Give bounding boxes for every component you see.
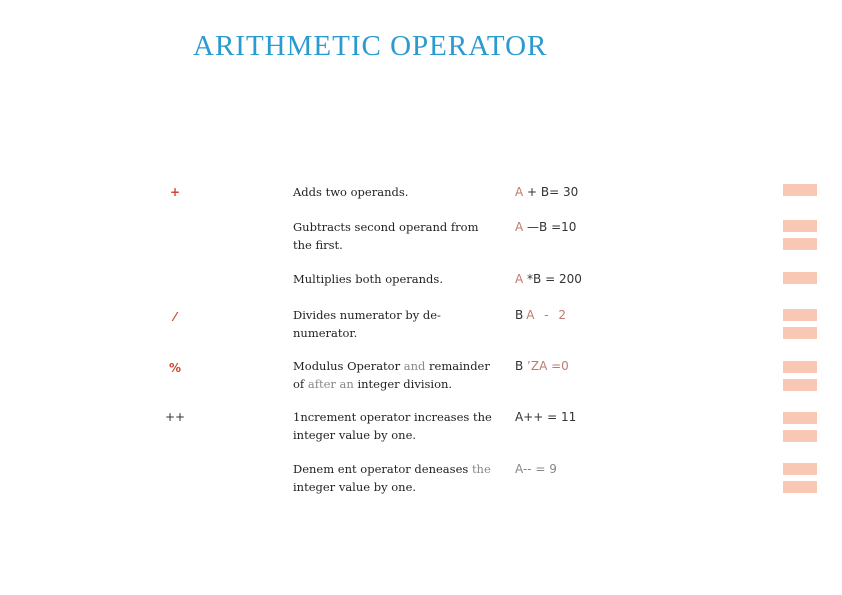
example-text: ’ZA =0 (523, 359, 569, 373)
table-row (0, 357, 842, 405)
description-text: Multiplies both operands. (293, 272, 443, 286)
table-row (0, 218, 842, 266)
table-row (0, 460, 842, 508)
operator-description (293, 270, 503, 288)
description-text: Gubtracts second operand from (293, 220, 479, 234)
decorative-bar (783, 327, 817, 339)
operator-description (293, 218, 503, 254)
decorative-bar (783, 272, 817, 284)
example-text: —B =10 (523, 220, 577, 234)
operator-example (515, 183, 578, 201)
operator-example (515, 218, 576, 236)
operator-description (293, 306, 503, 342)
decorative-bar (783, 184, 817, 196)
example-variable: A (515, 185, 524, 199)
description-text: 1ncrement operator increases the (293, 410, 492, 424)
plus-operator: + (169, 185, 181, 199)
decorative-bar (783, 238, 817, 250)
table-row (0, 408, 842, 456)
example-variable: A (515, 272, 524, 286)
description-muted-text: and (403, 359, 426, 373)
modulus-operator: % (168, 361, 182, 375)
increment-operator: ++ (164, 410, 186, 424)
operator-description (293, 408, 503, 444)
example-text: A++ = 11 (515, 410, 577, 424)
example-text: A-- = 9 (515, 462, 557, 476)
decorative-bar (783, 430, 817, 442)
description-text: Adds two operands. (293, 185, 409, 199)
page-title: ARITHMETIC OPERATOR (193, 30, 548, 62)
operator-example (515, 460, 557, 478)
operator-description (293, 357, 503, 393)
description-text: integer value by one. (293, 428, 417, 442)
decorative-bar (783, 412, 817, 424)
description-text: Modulus Operator (293, 359, 404, 373)
example-variable: B (515, 308, 527, 322)
decorative-bar (783, 463, 817, 475)
operator-example (515, 306, 569, 324)
operator-example (515, 270, 582, 288)
example-variable: B (515, 359, 524, 373)
table-row (0, 306, 842, 354)
example-text: *B = 200 (523, 272, 582, 286)
operator-description (293, 183, 503, 201)
description-text: of (293, 377, 308, 391)
decorative-bar (783, 379, 817, 391)
description-text: integer division. (353, 377, 453, 391)
description-muted-text: the (471, 462, 491, 476)
description-text: Denem ent operator deneases (293, 462, 472, 476)
decorative-bar (783, 481, 817, 493)
decorative-bar (783, 309, 817, 321)
example-text: A - 2 (526, 308, 570, 322)
divide-operator: ⁄ (173, 310, 176, 324)
operator-example (515, 408, 576, 426)
description-text: integer value by one. (293, 480, 417, 494)
description-text: numerator. (293, 326, 358, 340)
example-text: + B= 30 (523, 185, 579, 199)
decorative-bar (783, 361, 817, 373)
example-variable: A (515, 220, 524, 234)
description-text: remainder (425, 359, 490, 373)
description-text: the first. (293, 238, 343, 252)
operator-description (293, 460, 503, 496)
decorative-bar (783, 220, 817, 232)
description-muted-text: after an (307, 377, 354, 391)
operator-example (515, 357, 569, 375)
description-text: Divides numerator by de- (293, 308, 441, 322)
